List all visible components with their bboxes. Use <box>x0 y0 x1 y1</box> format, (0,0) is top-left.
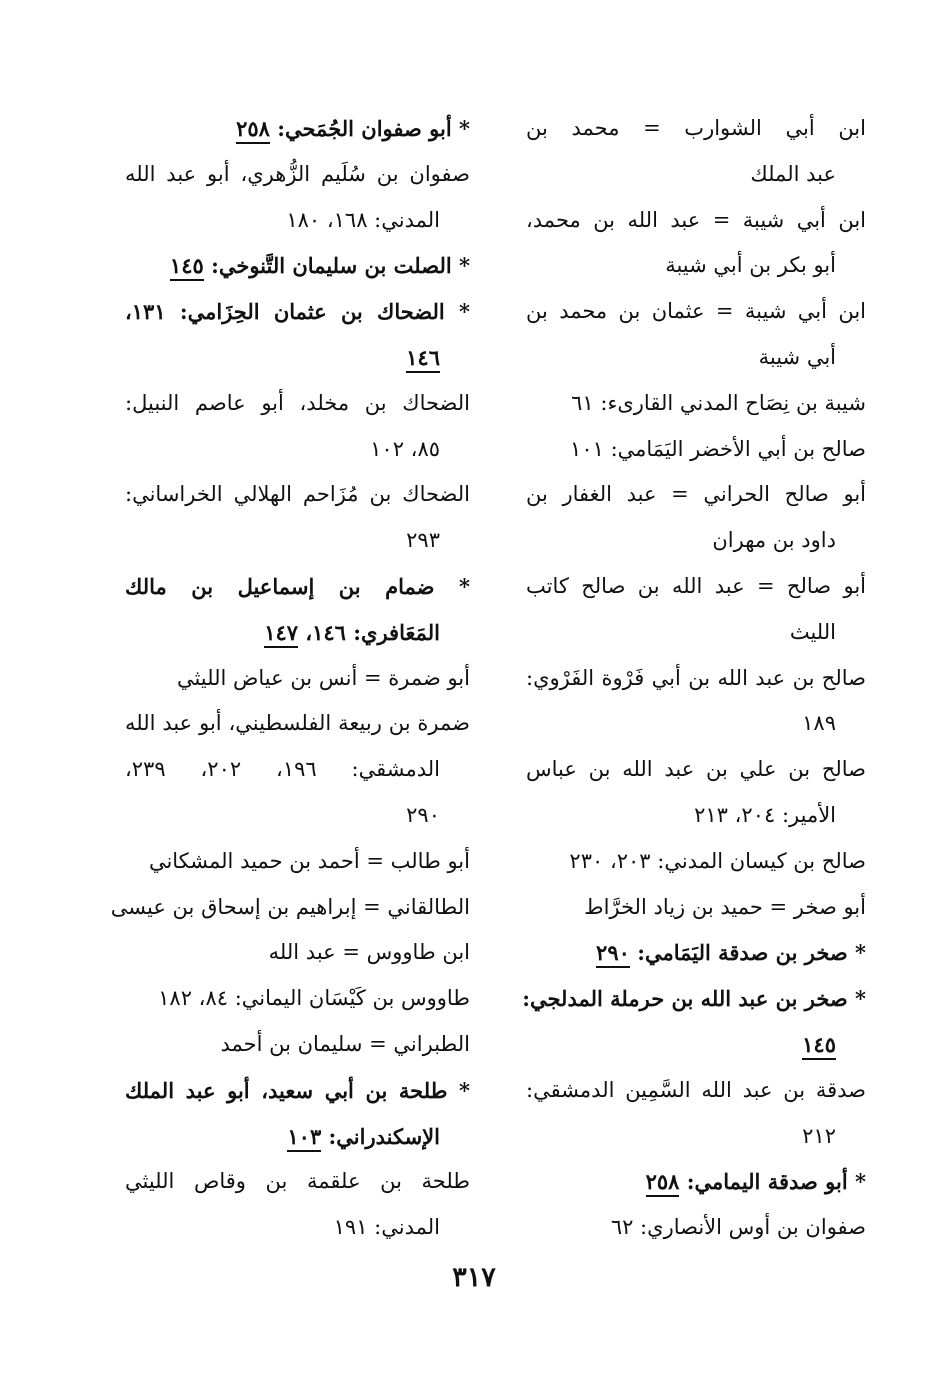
entry-text: ابن أبي شيبة = عثمان بن محمد بن <box>526 299 866 324</box>
entry-text: * الصلت بن سليمان التَّنوخي: <box>211 253 470 279</box>
entry-text: صالح بن كيسان المدني: ٢٠٣، ٢٣٠ <box>569 848 866 873</box>
index-entry-line <box>125 427 470 473</box>
index-entry-line <box>125 1114 470 1160</box>
entry-text: أبو طالب = أحمد بن حميد المشكاني <box>148 848 470 873</box>
entry-text: * صخر بن صدقة اليَمَامي: <box>637 940 866 966</box>
entry-text: الدمشقي: ١٩٦، ٢٠٢، ٢٣٩، <box>125 757 440 782</box>
index-entry-line <box>526 289 866 335</box>
index-entry-line <box>125 1159 470 1205</box>
underlined-page-ref: ١٤٦ <box>406 345 440 373</box>
entry-text: * صخر بن عبد الله بن حرملة المدلجي: <box>522 986 866 1012</box>
entry-text: الطبراني = سليمان بن أحمد <box>220 1031 470 1056</box>
entry-text: طاووس بن كَيْسَان اليماني: ٨٤، ١٨٢ <box>158 986 470 1011</box>
index-entry-line <box>125 198 470 244</box>
entry-text: * طلحة بن أبي سعيد، أبو عبد الملك <box>125 1077 470 1103</box>
entry-text: صدقة بن عبد الله السَّمِين الدمشقي: <box>526 1077 866 1102</box>
index-entry-line <box>110 885 470 931</box>
index-entry-line <box>526 472 866 518</box>
entry-text: طلحة بن علقمة بن وقاص الليثي <box>125 1169 470 1194</box>
index-entry-line <box>526 793 866 839</box>
entry-text: الأمير: ٢٠٤، ٢١٣ <box>694 802 836 827</box>
entry-text: ١٨٩ <box>802 711 836 736</box>
index-column-right <box>522 106 866 1251</box>
entry-text: المَعَافري: ١٤٦، <box>305 619 440 645</box>
entry-text: الليث <box>789 619 836 644</box>
index-entry-line <box>125 518 470 564</box>
index-entry-line <box>522 976 866 1022</box>
index-entry-line <box>125 1022 470 1068</box>
index-entry-line <box>526 1159 866 1205</box>
entry-text: الإسكندراني: <box>328 1123 440 1149</box>
index-entry-line <box>125 243 470 289</box>
entry-text: * ضمام بن إسماعيل بن مالك <box>125 573 470 599</box>
entry-text: شيبة بن نِصَاح المدني القارىء: ٦١ <box>571 390 866 415</box>
entry-text: أبو بكر بن أبي شيبة <box>665 253 836 278</box>
index-entry-line <box>526 1022 866 1068</box>
entry-text: ٢٩٣ <box>406 528 440 553</box>
entry-text: الضحاك بن مُزَاحم الهلالي الخراساني: <box>125 482 470 507</box>
underlined-page-ref: ١٤٧ <box>264 620 298 648</box>
index-entry-line <box>125 747 470 793</box>
entry-text: * أبو صفوان الجُمَحي: <box>277 116 470 141</box>
underlined-page-ref: ١٠٣ <box>287 1124 321 1152</box>
entry-text: داود بن مهران <box>712 528 836 553</box>
index-entry-line <box>125 1068 470 1114</box>
index-entry-line <box>125 839 470 885</box>
index-entry-line <box>526 198 866 244</box>
index-entry-line <box>125 152 470 198</box>
underlined-page-ref: ٢٥٨ <box>236 116 270 144</box>
index-entry-line <box>526 106 866 152</box>
entry-text: أبو صخر = حميد بن زياد الخرَّاط <box>584 894 866 919</box>
entry-text: الضحاك بن مخلد، أبو عاصم النبيل: <box>125 390 470 415</box>
entry-text: ٨٥، ١٠٢ <box>370 436 440 461</box>
index-entry-line <box>125 793 470 839</box>
index-entry-line <box>526 701 866 747</box>
entry-text: صالح بن علي بن عبد الله بن عباس <box>526 757 866 782</box>
entry-text: صالح بن عبد الله بن أبي فَرْوة الفَرْوي: <box>526 665 866 690</box>
entry-text: الطالقاني = إبراهيم بن إسحاق بن عيسى <box>110 894 470 919</box>
index-entry-line <box>125 930 470 976</box>
index-entry-line <box>526 427 866 473</box>
index-entry-line <box>125 335 470 381</box>
entry-text: ابن أبي الشوارب = محمد بن <box>526 116 866 140</box>
index-entry-line <box>526 610 866 656</box>
entry-text: ابن أبي شيبة = عبد الله بن محمد، <box>526 207 866 232</box>
underlined-page-ref: ١٤٥ <box>802 1032 836 1060</box>
index-entry-line <box>125 656 470 702</box>
index-entry-line <box>125 381 470 427</box>
index-entry-line <box>526 152 866 198</box>
index-column-left <box>110 106 470 1251</box>
index-entry-line <box>125 289 470 335</box>
index-entry-line <box>526 1114 866 1160</box>
index-entry-line <box>526 564 866 610</box>
entry-text: ٢١٢ <box>802 1123 836 1148</box>
index-entry-line <box>526 656 866 702</box>
entry-text: عبد الملك <box>750 161 836 186</box>
entry-text: * الضحاك بن عثمان الحِزَامي: ١٣١، <box>125 299 470 325</box>
entry-text: المدني: ١٩١ <box>333 1215 440 1240</box>
entry-text: صفوان بن أوس الأنصاري: ٦٢ <box>610 1215 866 1240</box>
index-entry-line <box>125 976 470 1022</box>
index-entry-line <box>526 839 866 885</box>
index-entry-line <box>526 518 866 564</box>
index-entry-line <box>526 243 866 289</box>
index-entry-line <box>526 1205 866 1251</box>
entry-text: * أبو صدقة اليمامي: <box>686 1169 866 1195</box>
entry-text: ابن طاووس = عبد الله <box>268 940 470 965</box>
entry-text: صفوان بن سُلَيم الزُّهري، أبو عبد الله <box>125 161 470 186</box>
entry-text: أبو ضمرة = أنس بن عياض الليثي <box>176 665 470 690</box>
entry-text: ضمرة بن ربيعة الفلسطيني، أبو عبد الله <box>125 711 470 736</box>
entry-text: المدني: ١٦٨، ١٨٠ <box>286 207 440 232</box>
index-entry-line <box>526 930 866 976</box>
underlined-page-ref: ١٤٥ <box>170 253 204 281</box>
index-entry-line <box>125 106 470 152</box>
entry-text: ٢٩٠ <box>406 802 440 827</box>
index-entry-line <box>526 747 866 793</box>
entry-text: أبي شيبة <box>758 344 836 369</box>
entry-text: صالح بن أبي الأخضر اليَمَامي: ١٠١ <box>570 436 866 461</box>
index-entry-line <box>526 885 866 931</box>
entry-text: أبو صالح = عبد الله بن صالح كاتب <box>526 573 866 598</box>
index-entry-line <box>125 564 470 610</box>
index-entry-line <box>526 381 866 427</box>
index-entry-line <box>125 1205 470 1251</box>
index-entry-line <box>526 335 866 381</box>
underlined-page-ref: ٢٥٨ <box>646 1169 680 1197</box>
index-entry-line <box>125 610 470 656</box>
page-number: ٣١٧ <box>452 1262 496 1293</box>
index-entry-line <box>125 701 470 747</box>
index-entry-line <box>526 1068 866 1114</box>
index-entry-line <box>125 472 470 518</box>
entry-text: أبو صالح الحراني = عبد الغفار بن <box>526 482 866 507</box>
underlined-page-ref: ٢٩٠ <box>596 940 630 968</box>
